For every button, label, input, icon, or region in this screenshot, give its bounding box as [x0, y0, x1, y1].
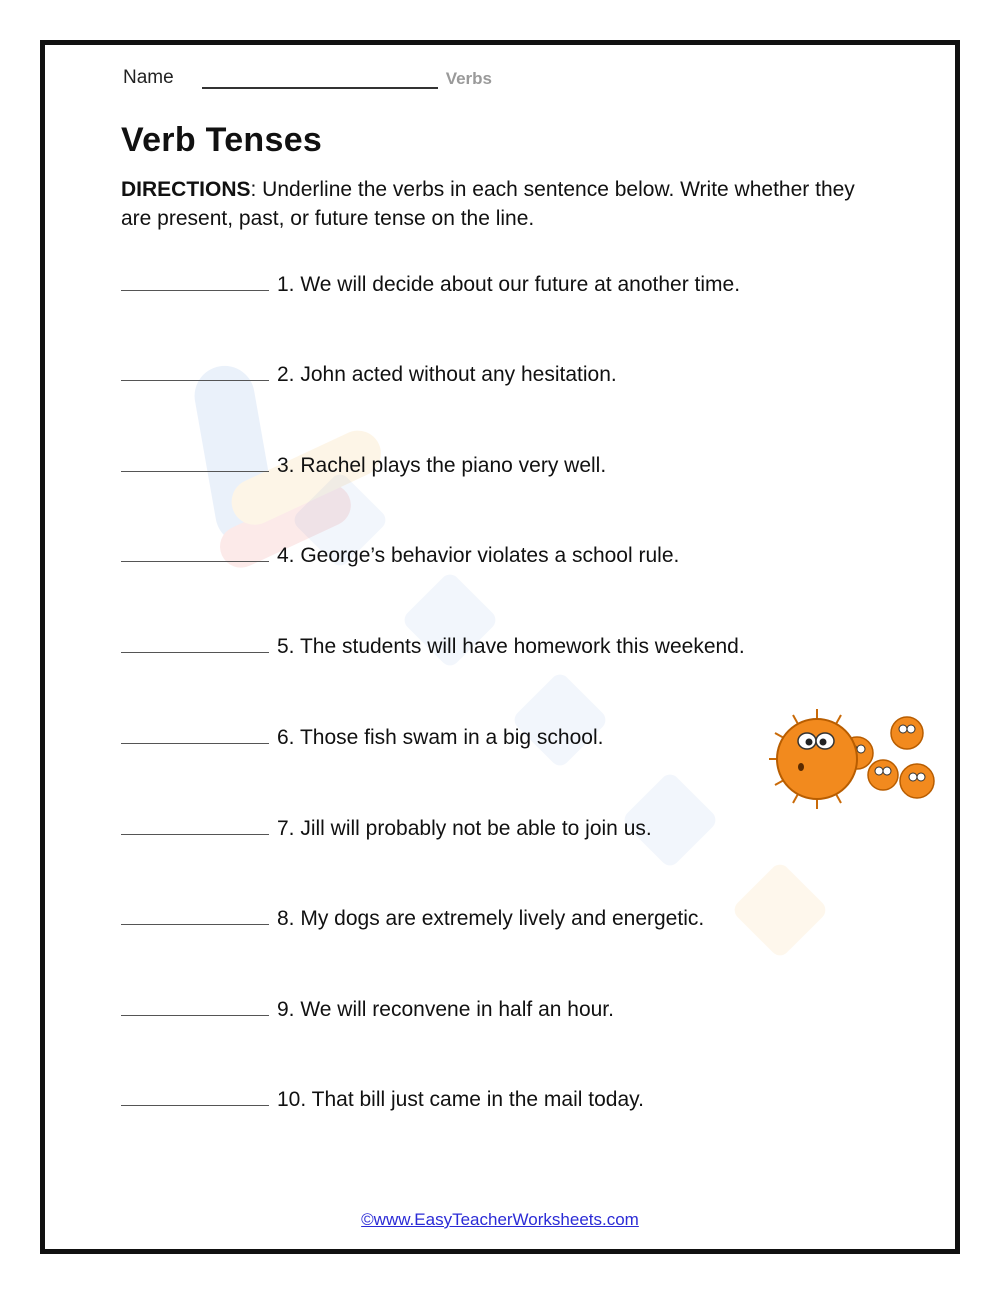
question-item: [121, 995, 614, 1022]
question-item: [121, 451, 606, 478]
question-text: 2. John acted without any hesitation.: [277, 363, 617, 386]
answer-blank[interactable]: [121, 541, 269, 562]
answer-blank[interactable]: [121, 360, 269, 381]
answer-blank[interactable]: [121, 814, 269, 835]
name-label: Name: [123, 67, 174, 88]
name-row: [123, 67, 492, 89]
question-item: [121, 814, 652, 841]
answer-blank[interactable]: [121, 270, 269, 291]
question-text: 7. Jill will probably not be able to join us.: [277, 817, 652, 840]
question-item: [121, 541, 679, 568]
question-item: [121, 360, 617, 387]
question-text: 8. My dogs are extremely lively and energetic.: [277, 907, 705, 930]
worksheet-page: [40, 40, 960, 1254]
question-text: 4. George’s behavior violates a school rule.: [277, 544, 680, 567]
question-item: [121, 1085, 644, 1112]
question-item: [121, 270, 740, 297]
question-item: [121, 632, 745, 659]
footer-link[interactable]: ©www.EasyTeacherWorksheets.com: [361, 1210, 639, 1229]
question-text: 6. Those fish swam in a big school.: [277, 726, 604, 749]
pufferfish-icon: [757, 703, 937, 823]
question-item: [121, 723, 603, 750]
answer-blank[interactable]: [121, 995, 269, 1016]
answer-blank[interactable]: [121, 632, 269, 653]
name-field-line[interactable]: [202, 67, 438, 89]
question-text: 3. Rachel plays the piano very well.: [277, 454, 607, 477]
answer-blank[interactable]: [121, 723, 269, 744]
answer-blank[interactable]: [121, 1085, 269, 1106]
answer-blank[interactable]: [121, 451, 269, 472]
footer: [45, 1210, 955, 1230]
question-text: 10. That bill just came in the mail today.: [277, 1088, 644, 1111]
answer-blank[interactable]: [121, 904, 269, 925]
question-item: [121, 904, 704, 931]
directions-text: : Underline the verbs in each sentence below. Write whether they are present, past, or future tense on the line.: [121, 178, 855, 230]
page-title: Verb Tenses: [121, 121, 323, 159]
directions-label: DIRECTIONS: [121, 178, 251, 201]
subject-label: Verbs: [445, 69, 492, 88]
question-text: 9. We will reconvene in half an hour.: [277, 998, 614, 1021]
directions: [121, 175, 861, 233]
question-text: 5. The students will have homework this weekend.: [277, 635, 745, 658]
question-text: 1. We will decide about our future at another time.: [277, 273, 741, 296]
